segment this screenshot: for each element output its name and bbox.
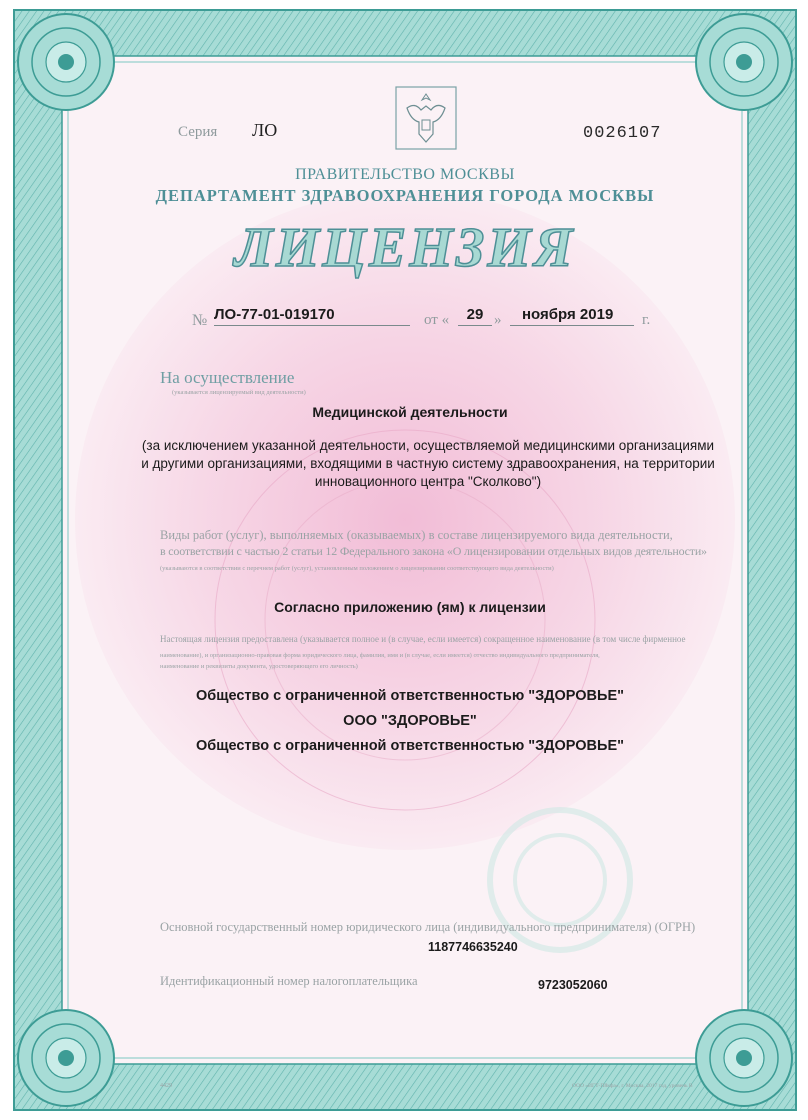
footer-left-code: 4429 [160,1083,172,1089]
works-value: Согласно приложению (ям) к лицензии [274,599,546,615]
date-day: 29 [458,306,492,326]
government-heading: ПРАВИТЕЛЬСТВО МОСКВЫ [295,166,515,183]
works-hint: (указываются в соответствии с перечнем работ (услуг), установленным положением о лицензировании соответствующего вида деятельности) [160,565,554,572]
inn-value: 9723052060 [538,978,608,992]
company-short-name: ООО "ЗДОРОВЬЕ" [343,713,477,729]
ogrn-value: 1187746635240 [428,940,518,954]
document-title: ЛИЦЕНЗИЯ [234,217,576,279]
corner-rosette-icon [696,1010,792,1106]
series-label: Серия [178,124,218,140]
corner-rosette-icon [696,14,792,110]
activity-name: Медицинской деятельности [312,404,508,420]
coat-of-arms-icon [395,86,457,150]
department-heading: ДЕПАРТАМЕНТ ЗДРАВООХРАНЕНИЯ ГОРОДА МОСКВЫ [155,186,655,205]
issued-line-3: наименование и реквизиты документа, удостоверяющего его личность) [160,663,358,670]
corner-rosette-icon [18,14,114,110]
footer-printer: ООО «ИГТ-Пйкфа», г. Москва, 2017 год, уровень В [572,1083,693,1089]
issued-line-2: наименование), и организационно-правовая форма юридического лица, фамилия, имя и (в случае, если имеется) отчество индивидуального предпринимателя, [160,652,600,659]
ogrn-label: Основной государственный номер юридического лица (индивидуального предпринимателя) (ОГРН) [160,920,696,934]
company-full-name: Общество с ограниченной ответственностью "ЗДОРОВЬЕ" [196,688,624,704]
license-number-label: № [192,312,208,329]
issued-line-1 [160,633,708,645]
company-brand-name: Общество с ограниченной ответственностью "ЗДОРОВЬЕ" [196,738,624,754]
inn-label: Идентификационный номер налогоплательщика [160,974,418,988]
license-number-value: ЛО-77-01-019170 [214,306,410,326]
date-month-year: ноября 2019 [510,306,634,326]
issued-line-1-text: Настоящая лицензия предоставлена (указывается полное и (в случае, если имеется) сокращенное наименование (в том числе фирменное [160,634,686,644]
activity-description: (за исключением указанной деятельности, осуществляемой медицинскими организациями и другими организациями, входящими в частную систему здравоохранения, на территории инновационного центра "Сколково") [141,438,715,489]
series-value: ЛО [252,120,278,140]
date-from-label: от « [424,312,450,328]
activity-hint: (указывается лицензируемый вид деятельности) [172,389,306,396]
works-line-2: в соответствии с частью 2 статьи 12 Федерального закона «О лицензировании отдельных видов деятельности» [160,544,707,558]
activity-label: На осуществление [160,368,295,387]
date-quote-close: » [494,312,502,328]
works-line-1: Виды работ (услуг), выполняемых (оказываемых) в составе лицензируемого вида деятельности, [160,528,673,542]
date-year-suffix: г. [642,312,651,328]
form-number: 0026107 [583,124,662,143]
corner-rosette-icon [18,1010,114,1106]
